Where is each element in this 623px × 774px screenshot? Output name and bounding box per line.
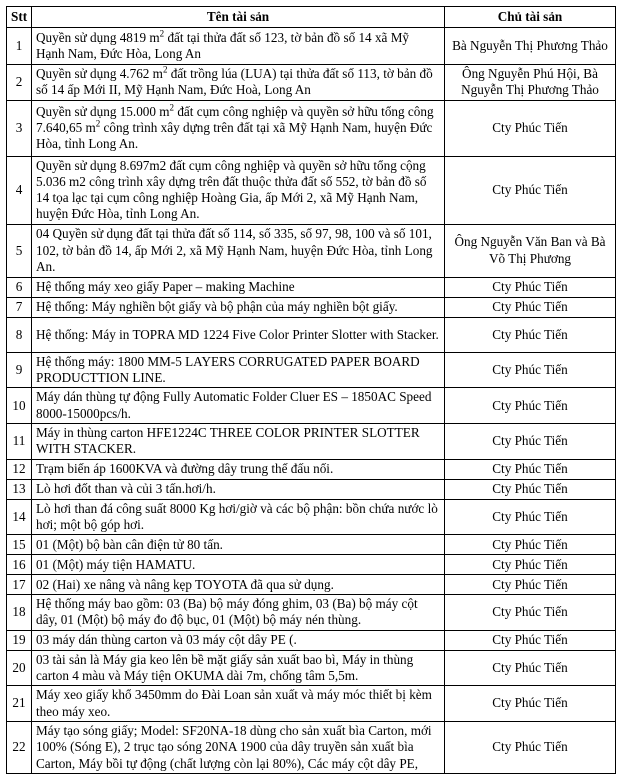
row-asset-name: 04 Quyền sử dụng đất tại thửa đất số 114, số 335, số 97, 98, 100 và số 101, 102, tờ bản đồ 14, ấp Mới 2, xã Mỹ Hạnh Nam, huyện Đức Hòa, tỉnh Long An. xyxy=(32,224,445,277)
table-row xyxy=(7,650,616,686)
row-asset-name: Hệ thống: Máy nghiền bột giấy và bộ phận của máy nghiền bột giấy. xyxy=(32,297,445,317)
table-row xyxy=(7,277,616,297)
row-stt: 17 xyxy=(7,575,32,595)
text-fragment: đất tại thửa đất số 123, tờ bản đồ số 14 xã Mỹ Hạnh Nam, Đức Hòa, Long An xyxy=(36,29,410,61)
row-asset-name: Hệ thống máy xeo giấy Paper – making Machine xyxy=(32,277,445,297)
row-asset-owner: Cty Phúc Tiến xyxy=(445,575,616,595)
row-stt: 6 xyxy=(7,277,32,297)
table-row xyxy=(7,156,616,224)
row-stt: 8 xyxy=(7,317,32,352)
table-row xyxy=(7,595,616,631)
row-asset-owner: Cty Phúc Tiến xyxy=(445,352,616,388)
text-fragment: công trình xây dựng trên đất tại xã Mỹ Hạnh Nam, huyện Đức Hòa, tỉnh Long An. xyxy=(36,119,433,152)
row-asset-name: 03 tài sản là Máy gia keo lên bề mặt giấy sản xuất bao bì, Máy in thùng carton 4 màu và Máy tiện OKUMA dài 7m, chống tâm 5,5m. xyxy=(32,650,445,686)
table-row xyxy=(7,575,616,595)
row-asset-name: Hệ thống máy bao gồm: 03 (Ba) bộ máy đóng ghim, 03 (Ba) bộ máy cột dây, 01 (Một) bộ máy đo độ bục, 01 (Một) bộ máy nén thùng. xyxy=(32,595,445,631)
table-row xyxy=(7,100,616,156)
row-asset-owner: Cty Phúc Tiến xyxy=(445,423,616,459)
text-fragment: Quyền sử dụng 15.000 m xyxy=(36,103,170,119)
row-asset-owner: Ông Nguyễn Phú Hội, Bà Nguyễn Thị Phương Thảo xyxy=(445,65,616,101)
header-asset-name: Tên tài sản xyxy=(32,7,445,28)
table-row xyxy=(7,423,616,459)
row-stt: 21 xyxy=(7,686,32,722)
row-stt: 9 xyxy=(7,352,32,388)
row-stt: 22 xyxy=(7,721,32,773)
table-row xyxy=(7,65,616,101)
row-asset-name: 03 máy dán thùng carton và 03 máy cột dây PE (. xyxy=(32,630,445,650)
row-asset-name: Máy xeo giấy khổ 3450mm do Đài Loan sản xuất và máy móc thiết bị kèm theo máy xeo. xyxy=(32,686,445,722)
row-asset-name xyxy=(32,28,445,65)
row-stt: 1 xyxy=(7,28,32,65)
row-asset-name: Hệ thống: Máy in TOPRA MD 1224 Five Color Printer Slotter with Stacker. xyxy=(32,317,445,352)
row-stt: 14 xyxy=(7,499,32,535)
row-stt: 3 xyxy=(7,100,32,156)
table-row xyxy=(7,28,616,65)
row-stt: 13 xyxy=(7,479,32,499)
table-row xyxy=(7,352,616,388)
table-row xyxy=(7,721,616,773)
row-stt: 10 xyxy=(7,388,32,424)
superscript: 2 xyxy=(162,64,168,75)
row-asset-owner: Cty Phúc Tiến xyxy=(445,499,616,535)
row-asset-owner: Cty Phúc Tiến xyxy=(445,535,616,555)
text-fragment: đất cụm công nghiệp và quyền sở hữu tổng công 7.640,65 m xyxy=(36,103,434,135)
table-row xyxy=(7,224,616,277)
row-asset-name: Trạm biến áp 1600KVA và đường dây trung thế đấu nối. xyxy=(32,459,445,479)
superscript: 2 xyxy=(169,102,175,113)
asset-table xyxy=(6,6,616,774)
row-asset-owner: Cty Phúc Tiến xyxy=(445,721,616,773)
row-stt: 11 xyxy=(7,423,32,459)
header-stt: Stt xyxy=(7,7,32,28)
text-fragment: đất trồng lúa (LUA) tại thửa đất số 113, tờ bản đồ số 14 ấp Mới II, Mỹ Hạnh Nam, Đức Hoà, Long An xyxy=(36,66,433,98)
row-asset-name: 01 (Một) bộ bàn cân điện tử 80 tấn. xyxy=(32,535,445,555)
table-row xyxy=(7,686,616,722)
row-stt: 19 xyxy=(7,630,32,650)
row-asset-owner: Cty Phúc Tiến xyxy=(445,555,616,575)
row-asset-name: Máy in thùng carton HFE1224C THREE COLOR PRINTER SLOTTER WITH STACKER. xyxy=(32,423,445,459)
row-asset-name xyxy=(32,100,445,156)
table-row xyxy=(7,555,616,575)
row-asset-owner: Cty Phúc Tiến xyxy=(445,297,616,317)
row-asset-owner: Cty Phúc Tiến xyxy=(445,100,616,156)
row-asset-name: 02 (Hai) xe nâng và nâng kẹp TOYOTA đã qua sử dụng. xyxy=(32,575,445,595)
row-asset-owner: Bà Nguyễn Thị Phương Thảo xyxy=(445,28,616,65)
row-asset-owner: Ông Nguyễn Văn Ban và Bà Võ Thị Phương xyxy=(445,224,616,277)
row-asset-name: Hệ thống máy: 1800 MM-5 LAYERS CORRUGATED PAPER BOARD PRODUCTTION LINE. xyxy=(32,352,445,388)
row-asset-name: Lò hơi than đá công suất 8000 Kg hơi/giờ và các bộ phận: bồn chứa nước lò hơi; một bộ góp hơi. xyxy=(32,499,445,535)
row-stt: 12 xyxy=(7,459,32,479)
table-row xyxy=(7,459,616,479)
table-row xyxy=(7,479,616,499)
row-stt: 15 xyxy=(7,535,32,555)
row-asset-owner: Cty Phúc Tiến xyxy=(445,686,616,722)
header-asset-owner: Chủ tài sản xyxy=(445,7,616,28)
row-asset-name: 01 (Một) máy tiện HAMATU. xyxy=(32,555,445,575)
row-stt: 16 xyxy=(7,555,32,575)
row-asset-owner: Cty Phúc Tiến xyxy=(445,277,616,297)
superscript: 2 xyxy=(95,118,101,129)
row-stt: 4 xyxy=(7,156,32,224)
table-row xyxy=(7,388,616,424)
row-stt: 20 xyxy=(7,650,32,686)
row-asset-owner: Cty Phúc Tiến xyxy=(445,156,616,224)
row-stt: 5 xyxy=(7,224,32,277)
table-row xyxy=(7,317,616,352)
row-asset-name: Quyền sử dụng 8.697m2 đất cụm công nghiệp và quyền sở hữu tổng cộng 5.036 m2 công trình xây dựng trên đất thuộc thửa đất số 552, tờ bản đồ số 14 tọa lạc tại cụm công nghiệp Hoàng Gia, ấp Mới 2, xã Mỹ Hạnh Nam, huyện Đức Hòa, tỉnh Long An. xyxy=(32,156,445,224)
table-header-row xyxy=(7,7,616,28)
row-asset-owner: Cty Phúc Tiến xyxy=(445,650,616,686)
row-stt: 18 xyxy=(7,595,32,631)
table-row xyxy=(7,630,616,650)
row-stt: 2 xyxy=(7,65,32,101)
row-asset-name: Máy tạo sóng giấy; Model: SF20NA-18 dùng cho sản xuất bìa Carton, mới 100% (Sóng E), 2 trục tạo sóng 20NA 1900 của dây truyền sản xuất bìa Carton, Máy bồi tự động (chất lượng còn lại 80%), Các máy cột dây PE, xyxy=(32,721,445,773)
row-asset-owner: Cty Phúc Tiến xyxy=(445,388,616,424)
row-asset-owner: Cty Phúc Tiến xyxy=(445,459,616,479)
row-asset-owner: Cty Phúc Tiến xyxy=(445,630,616,650)
row-asset-owner: Cty Phúc Tiến xyxy=(445,317,616,352)
superscript: 2 xyxy=(159,28,165,39)
row-asset-owner: Cty Phúc Tiến xyxy=(445,595,616,631)
table-row xyxy=(7,499,616,535)
row-asset-owner: Cty Phúc Tiến xyxy=(445,479,616,499)
row-asset-name xyxy=(32,65,445,101)
row-asset-name: Lò hơi đốt than và củi 3 tấn.hơi/h. xyxy=(32,479,445,499)
text-fragment: Quyền sử dụng 4819 m xyxy=(36,29,160,45)
table-row xyxy=(7,297,616,317)
row-stt: 7 xyxy=(7,297,32,317)
table-row xyxy=(7,535,616,555)
row-asset-name: Máy dán thùng tự động Fully Automatic Folder Cluer ES – 1850AC Speed 8000-15000pcs/h. xyxy=(32,388,445,424)
text-fragment: Quyền sử dụng 4.762 m xyxy=(36,66,163,81)
